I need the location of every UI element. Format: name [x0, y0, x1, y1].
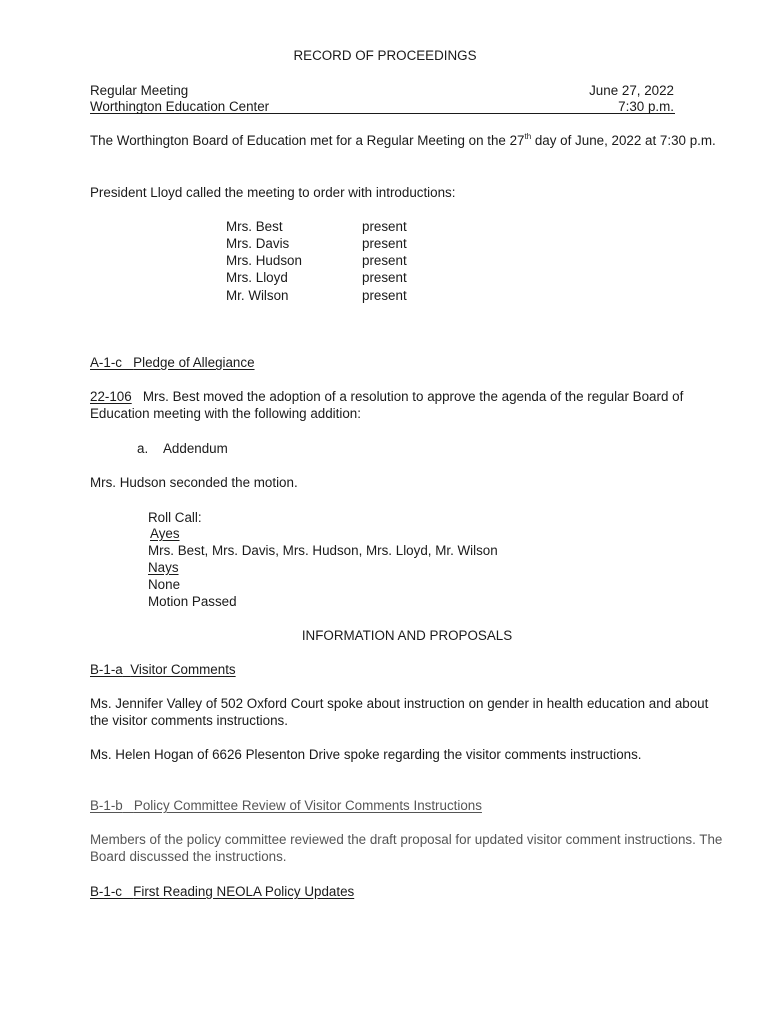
section-code: B-1-c	[90, 884, 122, 899]
section-b1c-heading	[90, 883, 354, 900]
attendee-status: present	[362, 236, 407, 251]
addition-item-text: Addendum	[163, 441, 228, 456]
resolution-text: Mrs. Best moved the adoption of a resolution to approve the agenda of the regular Board of Education meeting with the following addition:	[90, 389, 688, 421]
section-code: B-1-a	[90, 662, 123, 677]
attendance-row	[226, 235, 466, 252]
section-title: Visitor Comments	[130, 662, 236, 677]
section-heading: INFORMATION AND PROPOSALS	[301, 628, 513, 643]
document-title: RECORD OF PROCEEDINGS	[293, 48, 477, 63]
nays-label: Nays	[148, 560, 179, 575]
policy-review-paragraph: Members of the policy committee reviewed the draft proposal for updated visitor comment instructions. The Board discussed the instructions.	[90, 832, 723, 864]
section-code: B-1-b	[90, 798, 123, 813]
attendance-row	[226, 269, 466, 286]
attendance-row	[226, 218, 466, 235]
meeting-time: 7:30 p.m.	[618, 99, 674, 114]
section-title: First Reading NEOLA Policy Updates	[133, 884, 355, 899]
call-to-order: President Lloyd called the meeting to order with introductions:	[90, 185, 456, 200]
motion-second: Mrs. Hudson seconded the motion.	[90, 475, 298, 490]
section-b1b-heading	[90, 797, 482, 814]
header-rule	[90, 113, 675, 114]
attendee-name: Mrs. Lloyd	[226, 270, 288, 285]
resolution-number: 22-106	[90, 389, 132, 404]
attendee-name: Mr. Wilson	[226, 288, 289, 303]
intro-paragraph	[90, 132, 720, 149]
addition-item-marker: a.	[137, 441, 149, 456]
visitor-comment-paragraph: Ms. Helen Hogan of 6626 Plesenton Drive spoke regarding the visitor comments instructions.	[90, 747, 642, 762]
motion-result: Motion Passed	[148, 594, 237, 609]
intro-text-part2: day of June, 2022 at 7:30 p.m.	[531, 133, 716, 148]
meeting-location: Worthington Education Center	[90, 99, 270, 114]
roll-call-label: Roll Call:	[148, 510, 202, 525]
attendee-name: Mrs. Davis	[226, 236, 290, 251]
meeting-date: June 27, 2022	[589, 83, 674, 98]
nays-list: None	[148, 577, 181, 592]
intro-superscript: th	[524, 131, 532, 141]
section-code: A-1-c	[90, 355, 122, 370]
attendance-row	[226, 252, 466, 269]
attendee-status: present	[362, 253, 407, 268]
ayes-label: Ayes	[150, 526, 180, 541]
attendee-name: Mrs. Hudson	[226, 253, 302, 268]
intro-text-part1: The Worthington Board of Education met for a Regular Meeting on the 27	[90, 133, 525, 148]
section-a1c-heading	[90, 354, 255, 371]
resolution-paragraph	[90, 388, 720, 422]
attendee-name: Mrs. Best	[226, 219, 283, 234]
visitor-comment-paragraph: Ms. Jennifer Valley of 502 Oxford Court spoke about instruction on gender in health education and about the visitor comments instructions.	[90, 696, 709, 728]
meeting-type: Regular Meeting	[90, 83, 189, 98]
section-title: Policy Committee Review of Visitor Comments Instructions	[133, 798, 482, 813]
attendee-status: present	[362, 288, 407, 303]
ayes-list: Mrs. Best, Mrs. Davis, Mrs. Hudson, Mrs. Lloyd, Mr. Wilson	[148, 543, 498, 558]
section-title: Pledge of Allegiance	[133, 355, 255, 370]
attendance-row	[226, 287, 466, 304]
section-b1a-heading	[90, 661, 236, 678]
attendee-status: present	[362, 270, 407, 285]
attendee-status: present	[362, 219, 407, 234]
